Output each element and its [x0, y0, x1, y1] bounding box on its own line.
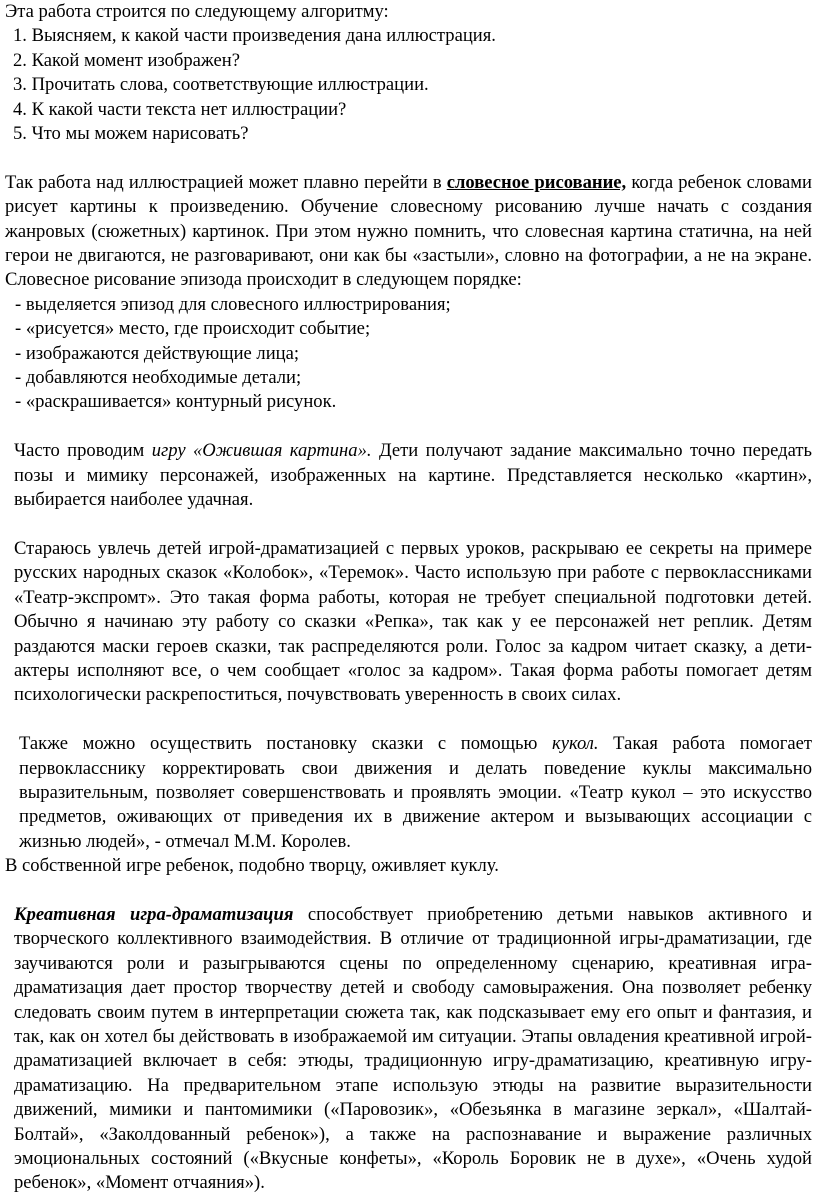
- puppets-closing: В собственной игре ребенок, подобно творцу, оживляет куклу.: [5, 855, 499, 877]
- algorithm-step: 1. Выясняем, к какой части произведения дана иллюстрация.: [13, 25, 496, 47]
- verbal-drawing-step: - «раскрашивается» контурный рисунок.: [15, 391, 337, 413]
- verbal-drawing-step: - добавляются необходимые детали;: [15, 367, 302, 389]
- algorithm-step: 5. Что мы можем нарисовать?: [13, 123, 249, 145]
- paragraph-gap: [5, 415, 812, 439]
- creative-dramatization-paragraph: [5, 903, 812, 1196]
- paragraph-gap: [5, 513, 812, 537]
- paragraph-gap: [5, 879, 812, 903]
- verbal-drawing-step: - «рисуется» место, где происходит событие;: [15, 318, 371, 340]
- verbal-drawing-section: [5, 171, 812, 415]
- dramatization-paragraph: Стараюсь увлечь детей игрой-драматизацией с первых уроков, раскрываю ее секреты на примере русских народных сказок «Колобок», «Теремок». Часто использую при работе с первоклассниками «Театр-экспромт». Это такая форма работы, которая не требует специальной подготовки детей. Обычно я начинаю эту работу со сказки «Репка», так как у ее персонажей нет реплик. Детям раздаются маски героев сказки, так распределяются роли. Голос за кадром читает сказку, а дети-актеры исполняют все, о чем сообщает «голос за кадром». Такая форма работы помогает детям психологически раскрепоститься, почувствовать уверенность в своих силах.: [14, 537, 812, 706]
- paragraph-text: Такая работа помогает первокласснику корректировать свои движения и делать поведение куклы максимально выразительным, позволяет совершенствовать и проявлять эмоции. «Театр кукол – это искусство предметов, оживающих от приведения их в движение актером и вызывающих ассоциации с жизнью людей», - отмечал М.М. Королев.: [19, 733, 813, 852]
- verbal-drawing-step: - выделяется эпизод для словесного иллюстрирования;: [15, 293, 451, 315]
- paragraph-text: способствует приобретению детьми навыков активного и творческого коллективного взаимодействия. В отличие от традиционной игры-драматизации, где заучиваются роли и разыгрываются сцены по определенному сценарию, креативная игра-драматизация дает простор творчеству детей и свободу самовыражения. Она позволяет ребенку следовать своим путем в интерпретации сюжета так, как подсказывает ему его опыт и фантазия, и так, как он хотел бы действовать в изображаемой им ситуации. Этапы овладения креативной игрой-драматизацией включает в себя: этюды, традиционную игру-драматизацию, креативную игру-драматизацию. На предварительном этапе использую этюды на развитие выразительности движений, мимики и пантомимики («Паровозик», «Обезьянка в магазине зеркал», «Шалтай-Болтай», «Заколдованный ребенок»), а также на распознавание и выражение различных эмоциональных состояний («Вкусные конфеты», «Король Боровик не в духе», «Очень худой ребенок», «Момент отчаяния»).: [14, 903, 812, 1194]
- algorithm-step: 4. К какой части текста нет иллюстрации?: [13, 98, 347, 120]
- paragraph-text: когда ребенок словами рисует картины к произведению. Обучение словесному рисованию лучше начать с создания жанровых (сюжетных) картинок. При этом нужно помнить, что словесная картина статична, на ней герои не двигаются, не разговаривают, они как бы «застыли», словно на фотографии, а не на экране. Словесное рисование эпизода происходит в следующем порядке:: [5, 171, 812, 291]
- paragraph-text: Дети получают задание максимально точно передать позы и мимику персонажей, изображенных на картине. Представляется несколько «картин», выбирается наиболее удачная.: [14, 440, 812, 511]
- algorithm-step: 2. Какой момент изображен?: [13, 49, 240, 71]
- algorithm-intro: Эта работа строится по следующему алгоритму:: [5, 1, 389, 22]
- verbal-drawing-step: - изображаются действующие лица;: [15, 342, 300, 364]
- paragraph-gap: [5, 146, 812, 170]
- living-picture-game-name: игру «Ожившая картина».: [151, 440, 372, 462]
- creative-dramatization-term: Креативная игра-драматизация: [14, 903, 294, 925]
- puppets-paragraph: [5, 732, 812, 854]
- puppets-word: кукол.: [552, 733, 599, 755]
- algorithm-step: 3. Прочитать слова, соответствующие иллюстрации.: [13, 74, 429, 96]
- paragraph-text: Так работа над иллюстрацией может плавно перейти в: [5, 171, 447, 193]
- living-picture-paragraph: [5, 439, 812, 512]
- paragraph-gap: [5, 708, 812, 732]
- verbal-drawing-paragraph: [5, 171, 812, 293]
- paragraph-text: Также можно осуществить постановку сказки с помощью: [19, 733, 553, 755]
- algorithm-section: [5, 0, 812, 146]
- paragraph-text: Часто проводим: [14, 440, 152, 462]
- verbal-drawing-term: словесное рисование,: [446, 171, 627, 193]
